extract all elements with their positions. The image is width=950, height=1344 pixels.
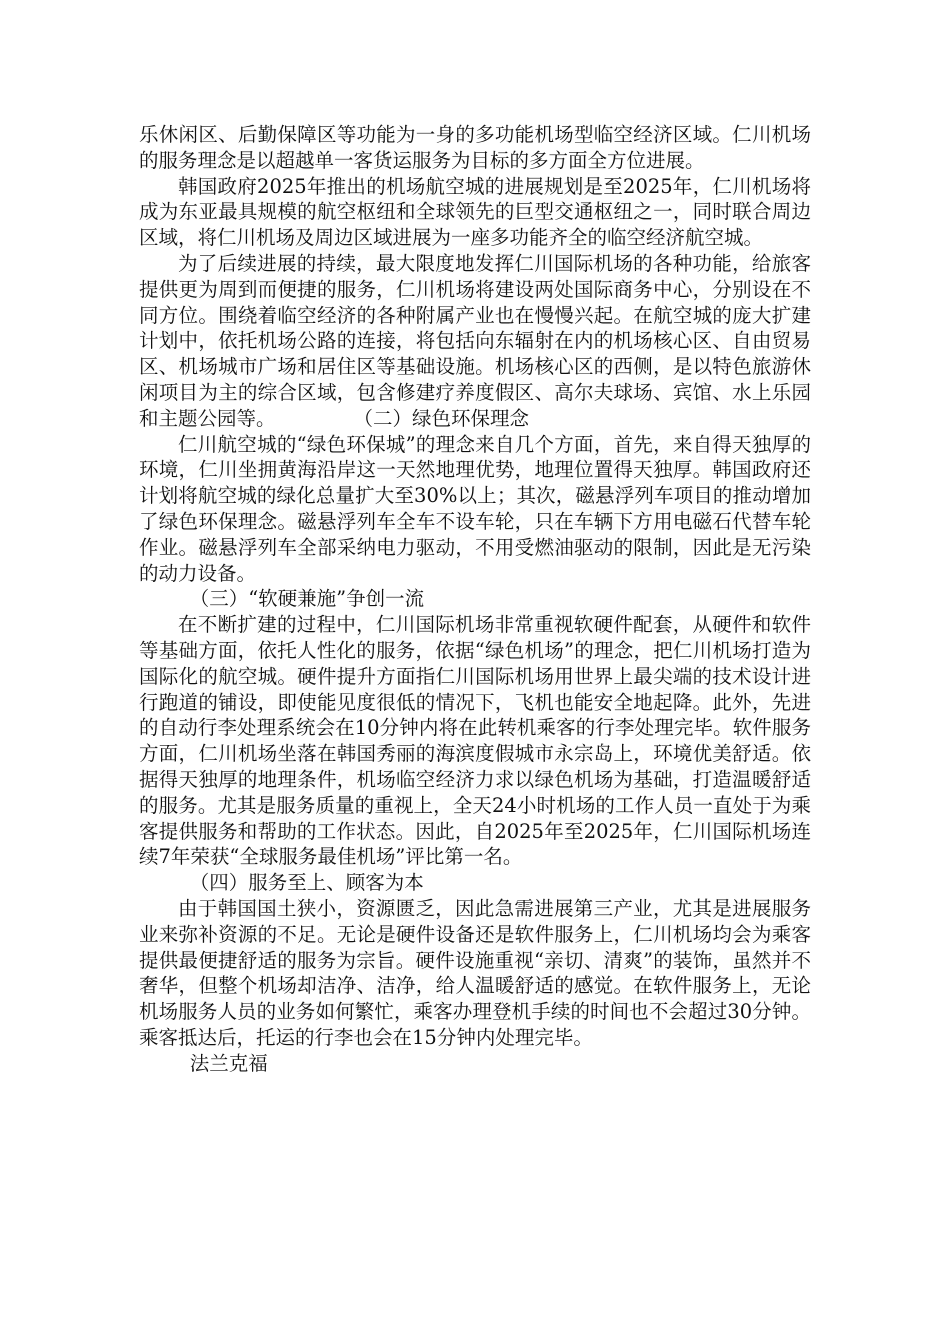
paragraph-green-concept: 仁川航空城的“绿色环保城”的理念来自几个方面，首先，来自得天独厚的环境，仁川坐拥黄海沿岸这一天然地理优势，地理位置得天独厚。韩国政府还计划将航空城的绿化总量扩大至30%以上；其次，磁悬浮列车项目的推动增加了绿色环保理念。磁悬浮列车全车不设车轮，只在车辆下方用电磁石代替车轮作业。磁悬浮列车全部采纳电力驱动，不用受燃油驱动的限制，因此是无污染的动力设备。 <box>139 432 811 585</box>
paragraph-service: 由于韩国国土狭小，资源匮乏，因此急需进展第三产业，尤其是进展服务业来弥补资源的不足。无论是硬件设备还是软件服务上，仁川机场均会为乘客提供最便捷舒适的服务为宗旨。硬件设施重视“亲切、清爽”的装饰，虽然并不奢华，但整个机场却洁净、洁净，给人温暖舒适的感觉。在软件服务上，无论机场服务人员的业务如何繁忙，乘客办理登机手续的时间也不会超过30分钟。乘客抵达后，托运的行李也会在15分钟内处理完毕。 <box>139 896 811 1049</box>
document-page <box>139 122 811 1076</box>
heading-green-concept: （二）绿色环保理念 <box>363 406 530 430</box>
paragraph-expansion-text: 为了后续进展的持续，最大限度地发挥仁川国际机场的各种功能，给旅客提供更为周到而便捷的服务，仁川机场将建设两处国际商务中心，分别设在不同方位。围绕着临空经济的各种附属产业也在慢慢兴起。在航空城的庞大扩建计划中，依托机场公路的连接，将包括向东辐射在内的机场核心区、自由贸易区、机场城市广场和居住区等基础设施。机场核心区的西侧，是以特色旅游休闲项目为主的综合区域，包含修建疗养度假区、高尔夫球场、宾馆、水上乐园和主题公园等。 <box>139 251 811 430</box>
paragraph-plan-2025: 韩国政府2025年推出的机场航空城的进展规划是至2025年，仁川机场将成为东亚最具规模的航空枢纽和全球领先的巨型交通枢纽之一，同时联合周边区域，将仁川机场及周边区域进展为一座多功能齐全的临空经济航空城。 <box>139 174 811 250</box>
section-start-frankfurt: 法兰克福 <box>189 1051 268 1075</box>
heading-service-first: （四）服务至上、顾客为本 <box>189 871 424 895</box>
paragraph-intro-continued: 乐休闲区、后勤保障区等功能为一身的多功能机场型临空经济区域。仁川机场的服务理念是以超越单一客货运服务为目标的多方面全方位进展。 <box>139 123 811 172</box>
paragraph-expansion <box>139 251 811 432</box>
heading-hardware-software: （三）“软硬兼施”争创一流 <box>189 587 425 611</box>
paragraph-hardware-software: 在不断扩建的过程中，仁川国际机场非常重视软硬件配套，从硬件和软件等基础方面，依托人性化的服务，依据“绿色机场”的理念，把仁川机场打造为国际化的航空城。硬件提升方面指仁川国际机场用世界上最尖端的技术设计进行跑道的铺设，即使能见度很低的情况下，飞机也能安全地起降。此外，先进的自动行李处理系统会在10分钟内将在此转机乘客的行李处理完毕。软件服务方面，仁川机场坐落在韩国秀丽的海滨度假城市永宗岛上，环境优美舒适。依据得天独厚的地理条件，机场临空经济力求以绿色机场为基础，打造温暖舒适的服务。尤其是服务质量的重视上，全天24小时机场的工作人员一直处于为乘客提供服务和帮助的工作状态。因此，自2025年至2025年，仁川国际机场连续7年荣获“全球服务最佳机场”评比第一名。 <box>139 613 811 869</box>
